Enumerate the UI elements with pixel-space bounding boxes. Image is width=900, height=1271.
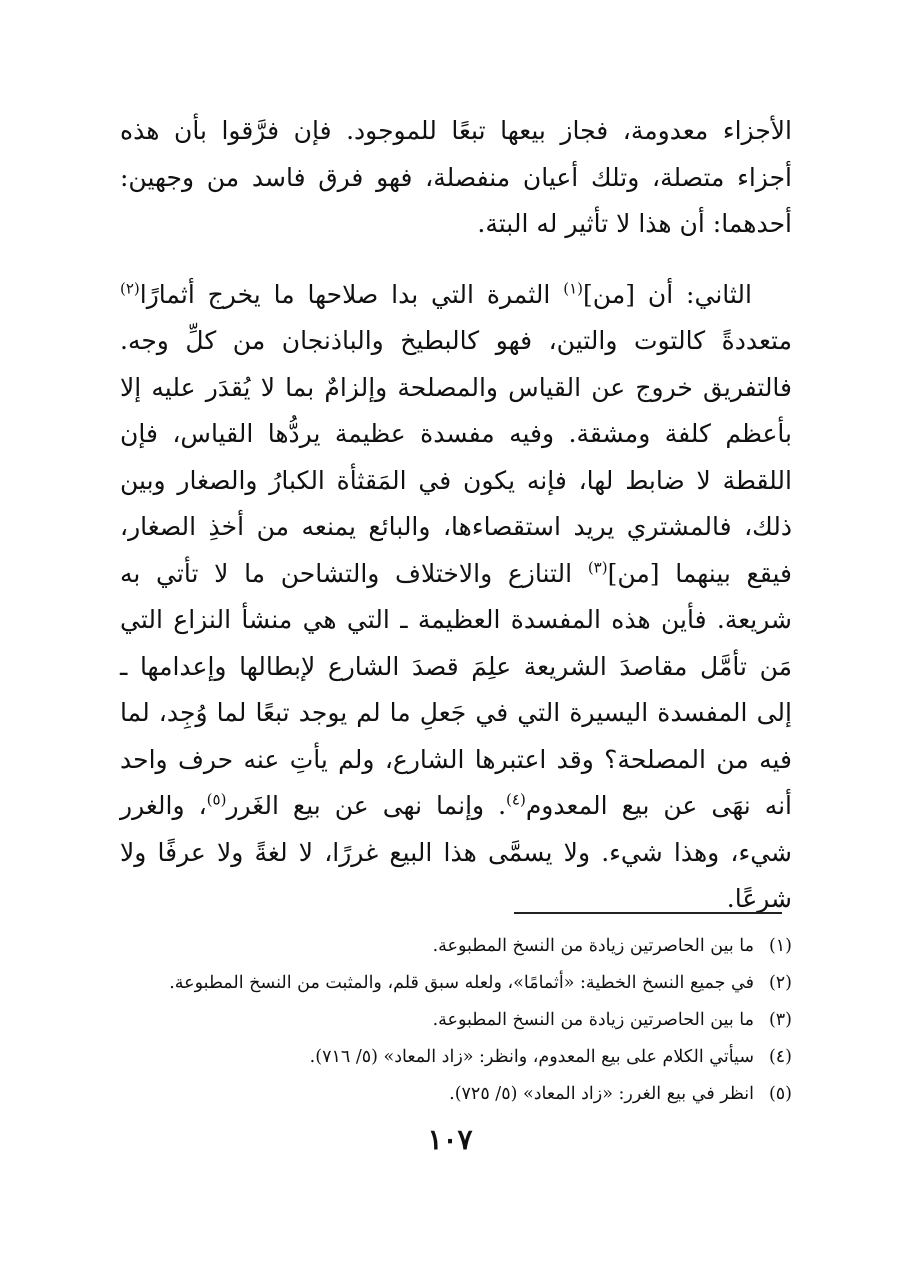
- footnote-text: ما بين الحاصرتين زيادة من النسخ المطبوعة.: [432, 936, 754, 956]
- footnote-3: [100, 1002, 792, 1039]
- footnote-number: (٢): [768, 973, 792, 993]
- footnote-ref-3[interactable]: (٣): [587, 558, 608, 577]
- footnote-ref-2[interactable]: (٢): [120, 279, 140, 298]
- paragraph-1: الأجزاء معدومة، فجاز بيعها تبعًا للموجود. فإن فرَّقوا بأن هذه أجزاء متصلة، وتلك أعيان منفصلة، فهو فرق فاسد من وجهين: أحدهما: أن هذا لا تأثير له البتة.: [120, 116, 792, 238]
- footnote-text: ما بين الحاصرتين زيادة من النسخ المطبوعة.: [432, 1010, 754, 1030]
- paragraph-2-text: . وإنما نهى عن بيع الغَرر: [226, 791, 507, 820]
- footnote-number: (٣): [768, 1010, 792, 1030]
- footnote-ref-5[interactable]: (٥): [206, 790, 227, 809]
- footnote-4: [100, 1039, 792, 1076]
- paragraph-2-text: متعددةً كالتوت والتين، فهو كالبطيخ والباذنجان من كلِّ وجه. فالتفريق خروج عن القياس والمصلحة وإلزامٌ بما لا يُقدَر عليه إلا بأعظم كلفة ومشقة. وفيه مفسدة عظيمة يردُّها القياس، فإن اللقطة لا ضابط لها، فإنه يكون في المَقثأة الكبارُ والصغار وبين ذلك، فالمشتري يريد استقصاءها، والبائع يمنعه من أخذِ الصغار، فيقع بينهما [من]: [120, 326, 793, 588]
- footnote-text: في جميع النسخ الخطية: «أثمامًا»، ولعله سبق قلم، والمثبت من النسخ المطبوعة.: [169, 973, 754, 993]
- footnote-1: [100, 928, 792, 965]
- footnote-divider: [514, 912, 782, 914]
- footnote-number: (٤): [768, 1047, 792, 1067]
- paragraph-2-text: التنازع والاختلاف والتشاحن ما لا تأتي به شريعة. فأين هذه المفسدة العظيمة ـ التي هي منشأ النزاع التي مَن تأمَّل مقاصدَ الشريعة علِمَ قصدَ الشارع لإبطالها وإعدامها ـ إلى المفسدة اليسيرة التي في جَعلِ ما لم يوجد تبعًا لما وُجِد، لما فيه من المصلحة؟ وقد اعتبرها الشارع، ولم يأتِ عنه حرف واحد أنه نهَى عن بيع المعدوم: [120, 558, 792, 820]
- footnote-2: [100, 965, 792, 1002]
- footnote-number: (٥): [768, 1084, 792, 1104]
- footnote-5: [100, 1076, 792, 1113]
- footnote-ref-4[interactable]: (٤): [506, 790, 526, 809]
- footnote-text: انظر في بيع الغرر: «زاد المعاد» (٥/ ٧٢٥).: [449, 1084, 754, 1104]
- paragraph-2-text: الثاني: أن [من]: [583, 279, 752, 309]
- footnote-text: سيأتي الكلام على بيع المعدوم، وانظر: «زاد المعاد» (٥/ ٧١٦).: [309, 1047, 754, 1067]
- paragraph-2-text: الثمرة التي بدا صلاحها ما يخرج أثمارًا: [139, 279, 564, 309]
- page-number: ١٠٧: [427, 1123, 473, 1156]
- footnote-number: (١): [768, 936, 792, 956]
- footnotes: [100, 928, 792, 1113]
- main-text: [120, 108, 792, 923]
- footnote-ref-1[interactable]: (١): [563, 279, 584, 298]
- paragraph-2-text: ، والغرر شيء، وهذا شيء. ولا يسمَّى هذا البيع غررًا، لا لغةً ولا عرفًا ولا شرعًا.: [120, 791, 792, 913]
- paragraph-2: [120, 272, 792, 923]
